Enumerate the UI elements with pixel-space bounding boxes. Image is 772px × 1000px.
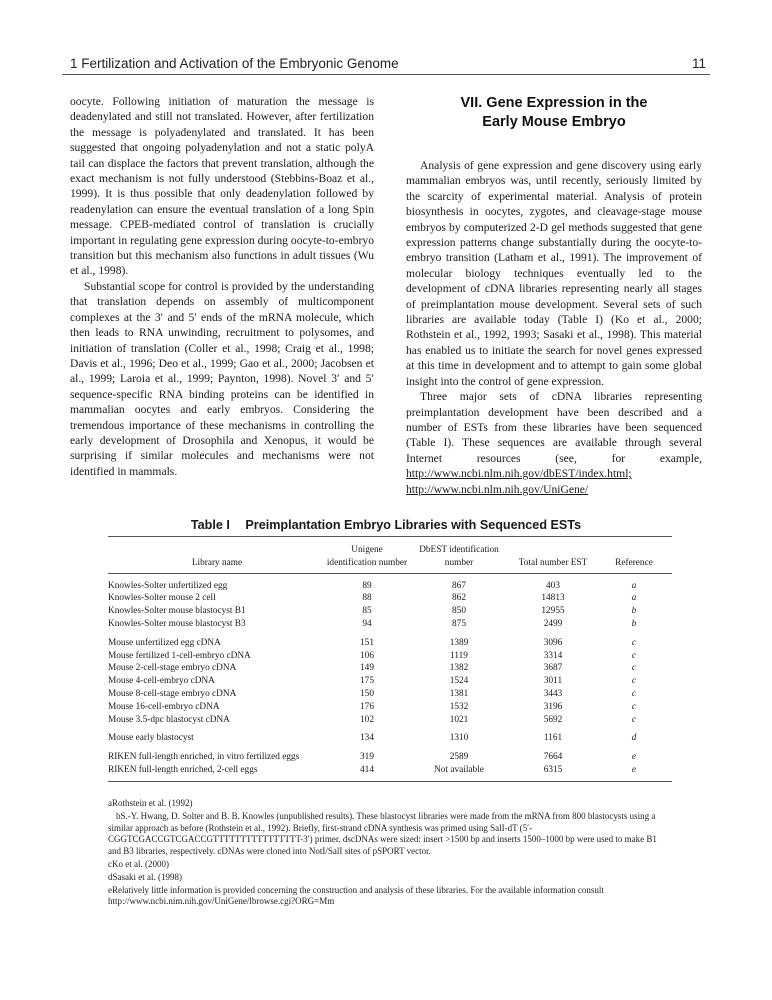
table-bottom-rule	[108, 781, 672, 782]
reference-cell: d	[631, 733, 637, 744]
total-est-cell: 2499	[543, 618, 563, 629]
table-row	[108, 764, 672, 781]
section-heading-line: Early Mouse Embryo	[482, 114, 626, 130]
total-est-cell: 5692	[543, 714, 563, 725]
reference-cell: c	[631, 650, 637, 661]
total-est-cell: 3443	[543, 688, 563, 699]
table-row	[108, 662, 672, 675]
dbest-id-cell: Not available	[434, 764, 484, 775]
dbest-id-cell: 850	[452, 606, 466, 617]
library-name-cell: Mouse 8-cell-stage embryo cDNA	[108, 688, 237, 699]
table-footnotes	[108, 798, 672, 909]
unigene-id-cell: 89	[362, 580, 372, 591]
dbest-id-cell: 1119	[450, 650, 468, 661]
total-est-cell: 1161	[543, 733, 563, 744]
total-est-cell: 14813	[541, 593, 565, 604]
reference-cell: b	[631, 606, 637, 617]
library-name-cell: Mouse 16-cell-embryo cDNA	[108, 701, 220, 712]
library-name-cell: Knowles-Solter unfertilized egg	[108, 580, 228, 591]
unigene-id-cell: 134	[360, 733, 374, 744]
table-row	[108, 726, 672, 745]
paragraph: oocyte. Following initiation of maturation the message is deadenylated and still not translated. However, after fertilization the message is polyadenylated and translated. It has been suggested that ongoing polyadenylation and not a static polyA tail can displace the factors that prevent translation, although the exact mechanism is not fully understood (Stebbins-Boaz et al., 1999). It is thus possible that only deadenylation followed by readenylation can ensure the eventual translation of a long Spin message. CPEB-mediated control of translation is crucially important in regulating gene expression during oocyte-to-embryo transition but this mechanism also functions in adult tissues (Wu et al., 1998).	[70, 95, 374, 278]
table-row	[108, 592, 672, 605]
reference-cell: c	[631, 663, 637, 674]
column-header: Total number EST	[518, 557, 588, 568]
left-column	[70, 94, 374, 479]
total-est-cell: 6315	[543, 764, 563, 775]
table-title: Preimplantation Embryo Libraries with Sequenced ESTs	[245, 518, 582, 532]
dbest-id-cell: 862	[452, 593, 466, 604]
reference-cell: b	[631, 618, 637, 629]
footnote: dSasaki et al. (1998)	[108, 871, 182, 882]
total-est-cell: 3314	[543, 650, 563, 661]
dbest-id-cell: 1382	[449, 663, 469, 674]
paragraph: Analysis of gene expression and gene discovery using early mammalian embryos was, until recently, seriously limited by the scarcity of experimental material. Analysis of protein biosynthesis in oocytes, zygotes, and cleavage-stage mouse embryos by computerized 2-D gel methods suggested that gene expression patterns change substantially during the oocyte-to-embryo transition (Latham et al., 1991). The improvement of molecular biology techniques eventually led to the development of cDNA libraries representing nearly all stages of preimplantation mouse development. Several sets of such libraries are available today (Table I) (Ko et al., 2000; Rothstein et al., 1992, 1993; Sasaki et al., 1998). This material has enabled us to initiate the search for novel genes expressed at this time in development and to attempt to gain some global insight into the control of gene expression.	[406, 159, 702, 388]
right-column	[406, 94, 702, 497]
unigene-id-cell: 85	[362, 606, 372, 617]
dbest-id-cell: 1532	[449, 701, 469, 712]
table-label: Table I	[190, 518, 230, 532]
paragraph: Substantial scope for control is provided by the understanding that translation depends on assembly of multicomponent complexes at the 3′ and 5′ ends of the mRNA molecule, which then leads to RNA unwinding, recruitment to polysomes, and initiation of translation (Coller et al., 1998; Craig et al., 1998; Davis et al., 1996; Deo et al., 1999; Gao et al., 2000; Jacobsen et al., 1999; Laroia et al., 1999; Paynton, 1998). Novel 3′ and 5′ sequence-specific RNA binding proteins can be identified in mammalian oocytes and early embryos. Considering the tremendous importance of these mechanisms in controlling the early development of Drosophila and Xenopus, it would be surprising if similar molecules and mechanisms were not identified in mammals.	[70, 279, 374, 478]
reference-cell: c	[631, 688, 637, 699]
column-header: DbEST identification number	[419, 545, 499, 568]
table-row	[108, 631, 672, 650]
library-name-cell: Mouse unfertilized egg cDNA	[108, 637, 221, 648]
paragraph	[406, 389, 702, 497]
table-row	[108, 675, 672, 688]
unigene-id-cell: 88	[362, 593, 372, 604]
url-link[interactable]: http://www.ncbi.nlm.nih.gov/UniGene/	[406, 482, 589, 496]
footnote: eRelatively little information is provided concerning the construction and analysis of these libraries. For the available information consult http://www.ncbi.nim.nih.gov/UniGene/lbrowse.cgi?ORG=Mm	[108, 884, 604, 907]
paragraph-text: Three major sets of cDNA libraries representing preimplantation development have been described and a number of ESTs from these libraries have been sequenced (Table I). These sequences are available through several Internet resources (see, for example,	[406, 390, 702, 465]
reference-cell: a	[631, 580, 637, 591]
running-header	[62, 56, 710, 75]
column-header: Unigene identification number	[326, 545, 408, 568]
unigene-id-cell: 176	[360, 701, 374, 712]
table-row	[108, 618, 672, 631]
unigene-id-cell: 319	[360, 752, 374, 763]
library-name-cell: RIKEN full-length enriched, 2-cell eggs	[108, 764, 258, 775]
url-link[interactable]: http://www.ncbi.nlm.nih.gov/dbEST/index.html;	[406, 467, 632, 481]
total-est-cell: 3096	[543, 637, 563, 648]
total-est-cell: 3687	[543, 663, 563, 674]
section-heading-line: VII. Gene Expression in the	[460, 95, 648, 111]
library-name-cell: Mouse fertilized 1-cell-embryo cDNA	[108, 650, 251, 661]
library-name-cell: Mouse early blastocyst	[108, 733, 194, 744]
section-heading	[406, 94, 702, 132]
dbest-id-cell: 875	[452, 618, 466, 629]
unigene-id-cell: 150	[360, 688, 374, 699]
total-est-cell: 3196	[543, 701, 563, 712]
reference-cell: e	[631, 764, 637, 775]
table-caption	[70, 518, 702, 532]
libraries-table	[108, 536, 672, 782]
unigene-id-cell: 151	[360, 637, 374, 648]
total-est-cell: 7664	[543, 752, 563, 763]
column-header: Reference	[615, 557, 653, 568]
library-name-cell: Mouse 2-cell-stage embryo cDNA	[108, 663, 237, 674]
table-row	[108, 745, 672, 764]
dbest-id-cell: 1381	[449, 688, 469, 699]
unigene-id-cell: 414	[360, 764, 374, 775]
dbest-id-cell: 867	[452, 580, 466, 591]
unigene-id-cell: 149	[360, 663, 374, 674]
table-row	[108, 605, 672, 618]
unigene-id-cell: 102	[360, 714, 374, 725]
table-row	[108, 650, 672, 663]
dbest-id-cell: 1021	[449, 714, 469, 725]
footnote: cKo et al. (2000)	[108, 858, 169, 869]
library-name-cell: Knowles-Solter mouse blastocyst B1	[108, 606, 246, 617]
library-name-cell: Mouse 4-cell-embryo cDNA	[108, 676, 215, 687]
reference-cell: a	[631, 593, 637, 604]
dbest-id-cell: 1310	[449, 733, 469, 744]
footnote: aRothstein et al. (1992)	[108, 798, 193, 808]
reference-cell: c	[631, 637, 637, 648]
total-est-cell: 3011	[543, 676, 563, 687]
total-est-cell: 403	[546, 580, 560, 591]
table-row	[108, 688, 672, 701]
library-name-cell: Mouse 3.5-dpc blastocyst cDNA	[108, 714, 230, 725]
reference-cell: c	[631, 701, 637, 712]
table-row	[108, 573, 672, 592]
column-header: Library name	[191, 557, 243, 568]
library-name-cell: RIKEN full-length enriched, in vitro fertilized eggs	[108, 752, 300, 763]
page-number: 11	[691, 56, 706, 71]
total-est-cell: 12955	[541, 606, 565, 617]
library-name-cell: Knowles-Solter mouse blastocyst B3	[108, 618, 246, 629]
reference-cell: c	[631, 676, 637, 687]
reference-cell: e	[631, 752, 637, 763]
table-header-row	[108, 537, 672, 573]
table-row	[108, 701, 672, 714]
reference-cell: c	[631, 714, 637, 725]
footnote: bS.-Y. Hwang, D. Solter and B. B. Knowles (unpublished results). These blastocyst libraries were made from the mRNA from 800 blastocysts using a similar approach as before (Rothstein et al., 1992). Briefly, first-strand cDNA synthesis was primed using SalI-dT (5′-CGGTCGACCGTCGACCGTTTTTTTTTTTTTTTT-3′) primer. dscDNAs were sized: insert >1500 bp and inserts 1500–1000 bp were used to make B1 and B3 libraries, respectively. cDNAs were cloned into NotI/SalI sites of pSPORT vector.	[108, 810, 657, 857]
unigene-id-cell: 175	[360, 676, 374, 687]
running-title: 1 Fertilization and Activation of the Embryonic Genome	[70, 56, 399, 71]
dbest-id-cell: 2589	[449, 752, 469, 763]
table-row	[108, 714, 672, 727]
dbest-id-cell: 1389	[449, 637, 469, 648]
dbest-id-cell: 1524	[449, 676, 469, 687]
library-name-cell: Knowles-Solter mouse 2 cell	[108, 593, 216, 604]
unigene-id-cell: 106	[360, 650, 374, 661]
unigene-id-cell: 94	[362, 618, 372, 629]
